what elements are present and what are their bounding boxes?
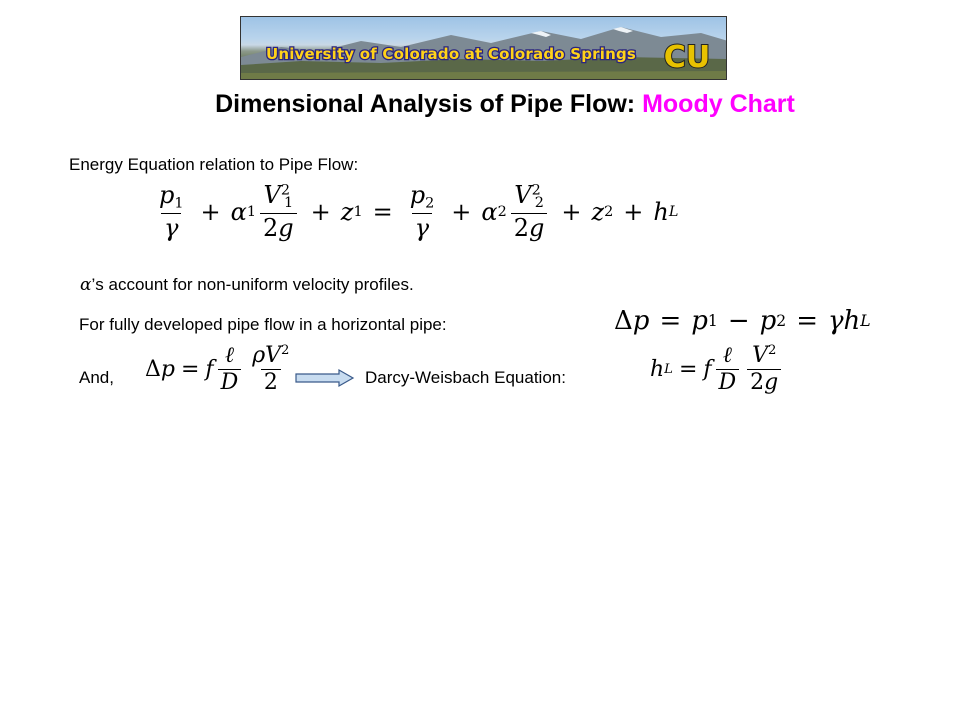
alpha-note — [80, 275, 414, 295]
banner-title: University of Colorado at Colorado Springs — [265, 45, 637, 63]
svg-text:CU: CU — [663, 40, 711, 75]
university-banner — [240, 16, 727, 80]
fully-developed-label: For fully developed pipe flow in a horizontal pipe: — [79, 315, 447, 334]
cu-logo — [659, 35, 715, 75]
alpha-symbol: α — [80, 275, 92, 295]
title-separator: : — [626, 90, 643, 118]
and-label: And, — [79, 368, 114, 387]
energy-equation: $\frac{p_1}{\gamma}$ + α 1 $\frac{V^2_1}{2g}$ + z 1 = $\frac{p_2}{\gamma}$ + α 2 $\frac{V^2_2}{2g}$ + z 2 + h L — [159, 181, 679, 243]
friction-pressure-equation: Δ p = f $\frac{\text{ℓ}}{D}$ $\frac{\rho V^2}{2}$ — [145, 343, 290, 396]
pressure-drop-equation: Δ p = p 1 − p 2 = γh L — [614, 306, 871, 336]
energy-equation-label: Energy Equation relation to Pipe Flow: — [69, 155, 359, 174]
alpha-note-text: ’s account for non-uniform velocity profiles. — [91, 275, 414, 294]
title-main: Dimensional Analysis of Pipe Flow — [215, 90, 627, 118]
right-arrow-icon — [295, 368, 355, 388]
darcy-weisbach-equation: h L = f $\frac{\text{ℓ}}{D}$ $\frac{V^2}{2g}$ — [650, 344, 785, 395]
darcy-weisbach-label: Darcy-Weisbach Equation: — [365, 368, 566, 387]
title-accent: Moody Chart — [642, 90, 795, 118]
page-title — [0, 90, 960, 119]
